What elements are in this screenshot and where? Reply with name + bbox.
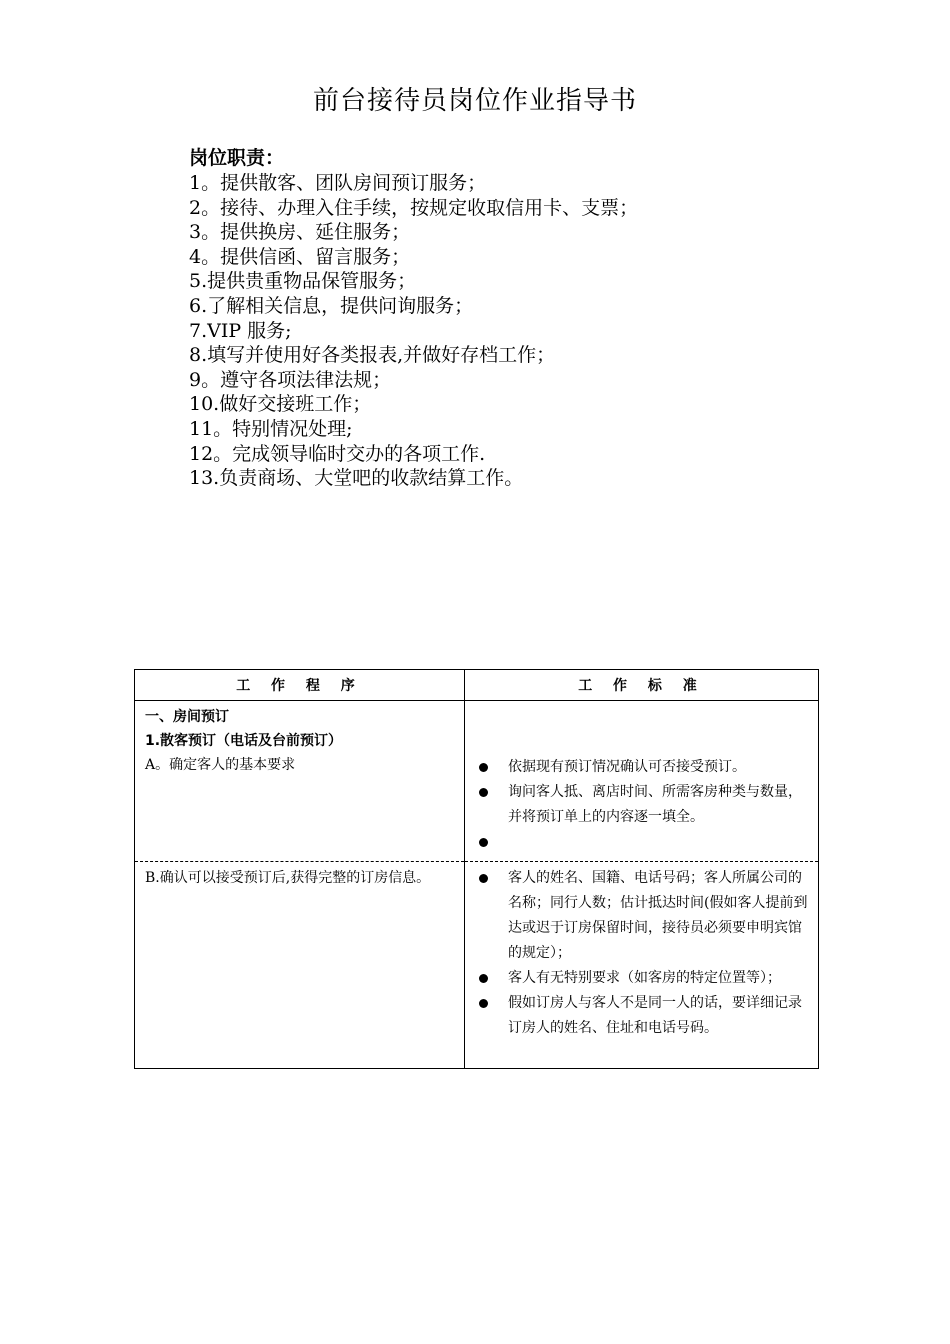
bullet-icon <box>479 763 488 772</box>
duties-section <box>189 146 809 491</box>
duty-item: 12。完成领导临时交办的各项工作. <box>189 442 486 465</box>
duty-item: 1。提供散客、团队房间预订服务； <box>189 172 487 194</box>
bullet-icon <box>479 838 488 847</box>
duty-item: 5.提供贵重物品保管服务； <box>189 270 417 293</box>
standard-list <box>471 866 808 1041</box>
duty-item: 7.VIP 服务; <box>189 319 292 342</box>
bullet-icon <box>479 874 488 883</box>
procedure-step: A。确定客人的基本要求 <box>145 757 296 773</box>
duty-item: 2。接待、办理入住手续，按规定收取信用卡、支票； <box>189 196 639 219</box>
duty-item: 9。遵守各项法律法规； <box>189 368 392 391</box>
standard-cell <box>465 701 819 862</box>
list-item: 客人的姓名、国籍、电话号码；客人所属公司的名称；同行人数；估计抵达时间(假如客人提前到达或迟于订房保留时间，接待员必须要申明宾馆的规定）； <box>471 866 808 966</box>
bullet-icon <box>479 999 488 1008</box>
duty-item: 3。提供换房、延住服务； <box>189 221 411 244</box>
table-header-row <box>135 670 819 701</box>
duty-item: 6.了解相关信息，提供问询服务； <box>189 294 474 317</box>
bullet-icon <box>479 788 488 797</box>
standard-list <box>471 755 808 855</box>
duty-item: 11。特别情况处理; <box>189 417 353 440</box>
duty-item: 13.负责商场、大堂吧的收款结算工作。 <box>189 467 524 490</box>
list-item: 客人有无特别要求（如客房的特定位置等）； <box>471 966 808 991</box>
duty-item: 8.填写并使用好各类报表,并做好存档工作； <box>189 344 556 367</box>
header-procedure: 工 作 程 序 <box>135 670 465 701</box>
procedure-step: B.确认可以接受预订后,获得完整的订房信息。 <box>145 870 431 886</box>
page-title: 前台接待员岗位作业指导书 <box>312 86 637 116</box>
section-heading: 一、房间预订 <box>145 709 229 725</box>
duty-item: 10.做好交接班工作； <box>189 393 372 416</box>
bullet-icon <box>479 974 488 983</box>
list-item: 假如订房人与客人不是同一人的话，要详细记录订房人的姓名、住址和电话号码。 <box>471 991 808 1041</box>
procedure-table <box>134 669 819 1069</box>
table-row <box>135 862 819 1069</box>
list-item <box>471 830 808 855</box>
header-standard: 工 作 标 准 <box>465 670 819 701</box>
duty-item: 4。提供信函、留言服务； <box>189 245 411 268</box>
duties-heading: 岗位职责： <box>189 147 285 169</box>
list-item: 询问客人抵、离店时间、所需客房种类与数量，并将预订单上的内容逐一填全。 <box>471 780 808 830</box>
standard-cell <box>465 862 819 1069</box>
subsection-heading: 1.散客预订（电话及台前预订） <box>145 733 343 749</box>
procedure-cell <box>135 862 465 1069</box>
procedure-cell <box>135 701 465 862</box>
table-row <box>135 701 819 862</box>
list-item: 依据现有预订情况确认可否接受预订。 <box>471 755 808 780</box>
